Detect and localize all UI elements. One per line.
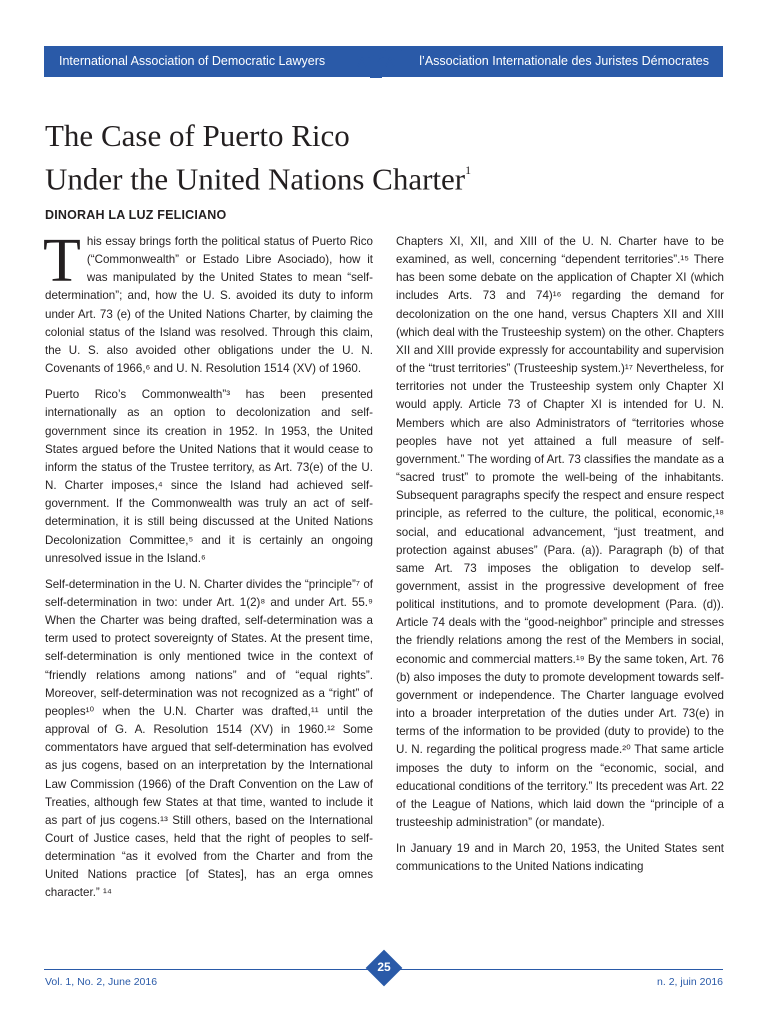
title-footnote-marker: 1 bbox=[465, 163, 472, 177]
title-line-1: The Case of Puerto Rico bbox=[45, 118, 350, 153]
drop-cap: T bbox=[43, 227, 81, 295]
footer-issue-fr: n. 2, juin 2016 bbox=[657, 976, 723, 988]
left-column bbox=[43, 227, 373, 911]
scales-of-justice-icon bbox=[348, 44, 404, 80]
paragraph-text: his essay brings forth the political status of Puerto Rico (“Commonwealth” or Estado Libre Asociado), how it was manipulated by the United States to mean “self-determination”; and, how the U. S. avoided its duty to inform under Art. 73 (e) of the United Nations Charter, by claiming the colonial status of the Island was resolved. Through this claim, the U. S. also avoided other obligations under the U. N. Covenants of 1966,⁶ and U. N. Resolution 1514 (XV) of 1960. bbox=[45, 235, 373, 376]
header-english-name: International Association of Democratic Lawyers bbox=[59, 54, 326, 68]
title-line-2: Under the United Nations Charter bbox=[45, 161, 466, 197]
paragraph: Self-determination in the U. N. Charter divides the “principle”⁷ of self-determination in two: under Art. 1(2)⁸ and under Art. 55.⁹ When the Charter was being drafted, self-determination was a term used to protect sovereignty of States. At the present time, self-determination is only mentioned twice in the context of “friendly relations among nations” and of “equal rights”. Moreover, self-determination was not recognized as a “right” of peoples¹⁰ when the U.N. Charter was drafted,¹¹ until the approval of G. A. Resolution 1514 (XV) in 1960.¹² Some commentators have argued that self-determination has evolved as jus cogens, based on an interpretation by the International Law Commission (1966) of the Draft Convention on the Law of Treaties, although few States at that time, wanted to include it as part of jus cogens.¹³ Still others, based on the International Court of Justice cases, held that the right of peoples to self-determination “as it evolved from the Charter and from the United Nations practice [of States], has an erga omnes character.” ¹⁴ bbox=[45, 577, 373, 900]
paragraph: Chapters XI, XII, and XIII of the U. N. Charter have to be examined, as well, concerning “dependent territories”.¹⁵ There has been some debate on the application of Chapter XI (which includes Arts. 73 and 74)¹⁶ regarding the demand for decolonization on the one hand, versus Chapters XII and XIII (which deal with the Trusteeship system) on the other. Chapters XII and XIII provide expressly for accountability and supervision of the “trust territories” (Trusteeship system.)¹⁷ Nevertheless, for territories not under the Trusteeship system only Chapter XI would apply. Article 73 of Chapter XI is intended for U. N. Members which are also Administrators of “territories whose peoples have not yet attained a full measure of self-government.” The wording of Art. 73 classifies the mandate as a “sacred trust” to promote the well-being of the inhabitants. Subsequent paragraphs specify the respect and ensure respect principle, as referred to the culture, the political, economic,¹⁸ social, and educational advancement, “just treatment, and protection against abuses” (Para. (a)). Paragraph (b) of that same Art. 73 imposes the obligation to develop self-government, assist in the progressive development of free political institutions, and to promote development (Para. (d)). Article 74 deals with the “good-neighbor” principle and stresses the friendly relations among the rest of the Members in social, economic and commercial matters.¹⁹ By the same token, Art. 76 (b) also imposes the duty to promote development towards self-government or independence. The Charter language evolved into a broader interpretation of the duties under Art. 73(e) in terms of the information to be provided (duty to provide) to the U. N. regarding the political progress made.²⁰ That same article imposes the duty to inform on the “economic, social, and educational conditions of the territory.” Its precedent was Art. 22 of the League of Nations, which laid down the “principle of a trusteeship administration” (or mandate). bbox=[396, 235, 724, 829]
paragraph bbox=[43, 227, 373, 378]
paragraph: Puerto Rico’s Commonwealth”³ has been presented internationally as an option to decolonization and self-government since its creation in 1952. In 1953, the United States argued before the United Nations that it would cease to inform the status of the Trustee territory, as Art. 73(e) of the U. N. Charter imposes,⁴ since the Island had achieved self-government. If the Commonwealth was truly an act of self-determination, it is still being discussed at the United Nations Decolonization Committee,⁵ and it is certainly an ongoing unresolved issue in the Island.⁶ bbox=[45, 388, 373, 565]
footer-volume: Vol. 1, No. 2, June 2016 bbox=[45, 976, 158, 988]
header-french-name: l’Association Internationale des Juristes Démocrates bbox=[419, 54, 709, 68]
paragraph: In January 19 and in March 20, 1953, the United States sent communications to the United Nations indicating bbox=[396, 842, 724, 874]
author-name: DINORAH LA LUZ FELICIANO bbox=[45, 208, 227, 222]
article-title bbox=[45, 117, 695, 198]
right-column bbox=[396, 233, 724, 884]
page-number: 25 bbox=[377, 960, 391, 974]
